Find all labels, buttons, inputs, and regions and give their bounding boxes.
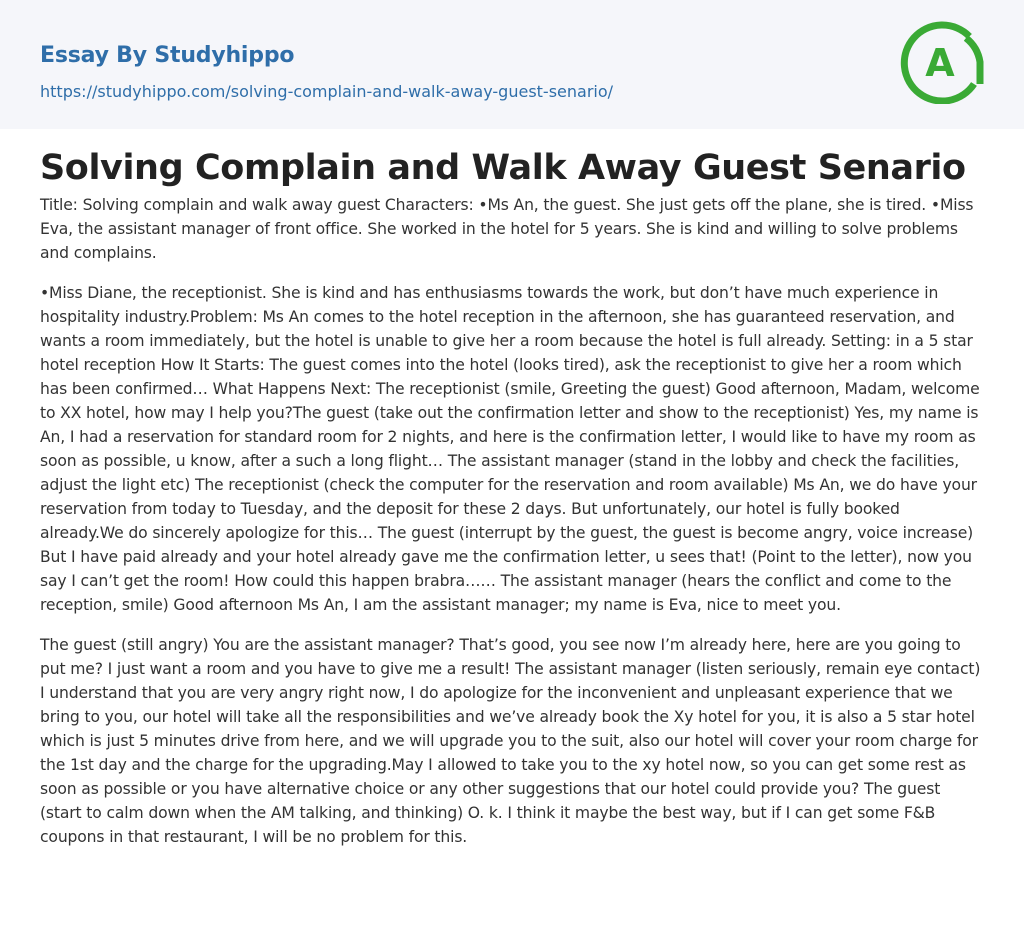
page-url-link[interactable]: https://studyhippo.com/solving-complain-and-walk-away-guest-senario/ bbox=[40, 82, 614, 101]
article-paragraph: The guest (still angry) You are the assistant manager? That’s good, you see now I’m already here, here are you going to put me? I just want a room and you have to give me a result! The assistant manager (listen seriously, remain eye contact) I understand that you are very angry right now, I do apologize for the inconvenient and unpleasant experience that we bring to you, our hotel will take all the responsibilities and we’ve already book the Xy hotel for you, it is also a 5 star hotel which is just 5 minutes drive from here, and we will upgrade you to the suit, also our hotel will cover your room charge for the 1st day and the charge for the upgrading.May I allowed to take you to the xy hotel now, so you can get some rest as soon as possible or you have alternative choice or any other suggestions that our hotel could provide you? The guest (start to calm down when the AM talking, and thinking) O. k. I think it maybe the best way, but if I can get some F&B coupons in that restaurant, I will be no problem for this. bbox=[40, 636, 981, 846]
article bbox=[0, 129, 1024, 849]
article-paragraph: Title: Solving complain and walk away guest Characters: •Ms An, the guest. She just gets off the plane, she is tired. •Miss Eva, the assistant manager of front office. She worked in the hotel for 5 years. She is kind and willing to solve problems and complains. bbox=[40, 196, 974, 262]
article-paragraph: •Miss Diane, the receptionist. She is kind and has enthusiasms towards the work, but don’t have much experience in hospitality industry.Problem: Ms An comes to the hotel reception in the afternoon, she has guaranteed reservation, and wants a room immediately, but the hotel is unable to give her a room because the hotel is full already. Setting: in a 5 star hotel reception How It Starts: The guest comes into the hotel (looks tired), ask the receptionist to give her a room which has been confirmed… What Happens Next: The receptionist (smile, Greeting the guest) Good afternoon, Madam, welcome to XX hotel, how may I help you?The guest (take out the confirmation letter and show to the receptionist) Yes, my name is An, I had a reservation for standard room for 2 nights, and here is the confirmation letter, I would like to have my room as soon as possible, u know, after a such a long flight… The assistant manager (stand in the lobby and check the facilities, adjust the light etc) The receptionist (check the computer for the reservation and room available) Ms An, we do have your reservation from today to Tuesday, and the deposit for these 2 days. But unfortunately, our hotel is fully booked already.We do sincerely apologize for this… The guest (interrupt by the guest, the guest is become angry, voice increase) But I have paid already and your hotel already gave me the confirmation letter, u sees that! (Point to the letter), now you say I can’t get the room! How could this happen brabra…… The assistant manager (hears the conflict and come to the reception, smile) Good afternoon Ms An, I am the assistant manager; my name is Eva, nice to meet you. bbox=[40, 284, 980, 614]
article-title: Solving Complain and Walk Away Guest Senario bbox=[40, 148, 966, 188]
site-header bbox=[0, 0, 1024, 129]
site-brand[interactable]: Essay By Studyhippo bbox=[40, 43, 295, 68]
studyhippo-logo-icon[interactable] bbox=[900, 20, 984, 104]
logo-letter: A bbox=[925, 41, 955, 85]
